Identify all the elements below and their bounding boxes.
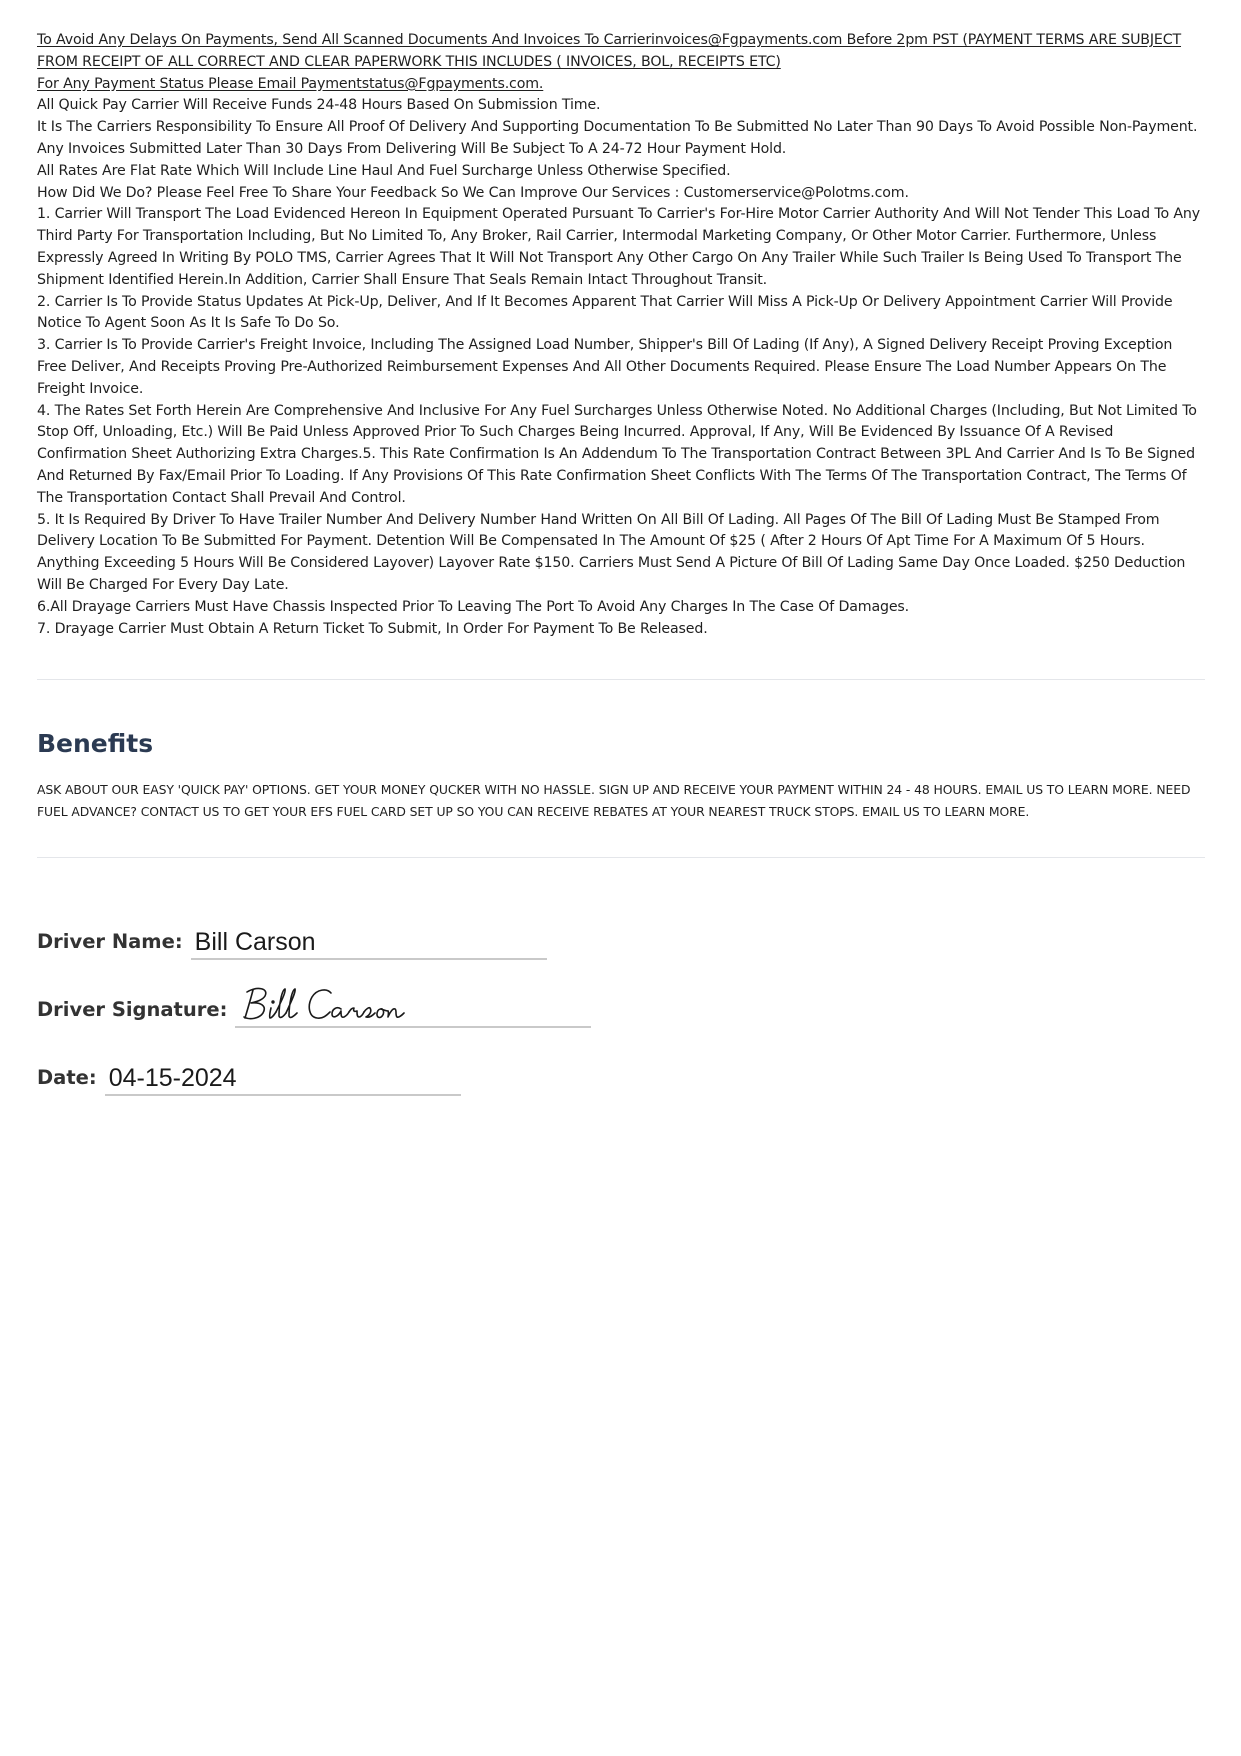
driver-signature-row (37, 986, 1205, 1022)
payment-status-text: For Any Payment Status Please Email Paymentstatus@Fgpayments.com. (37, 75, 544, 92)
date-field[interactable] (105, 1064, 461, 1096)
date-value: 04-15-2024 (108, 1064, 237, 1093)
date-row (37, 1054, 1205, 1093)
pod-responsibility-text: It Is The Carriers Responsibility To Ensure All Proof Of Delivery And Supporting Documentation To Be Submitted No Later Than 90 Days To Avoid Possible Non-Payment. (37, 119, 1198, 136)
section-divider (37, 679, 1205, 680)
late-invoice-text: Any Invoices Submitted Later Than 30 Days From Delivering Will Be Subject To A 24-72 Hour Payment Hold. (37, 140, 787, 157)
driver-name-label: Driver Name: (37, 930, 183, 954)
quick-pay-text: All Quick Pay Carrier Will Receive Funds 24-48 Hours Based On Submission Time. (37, 97, 601, 114)
document-page (37, 30, 1205, 1093)
driver-signature-field[interactable] (235, 996, 591, 1028)
term-6: 6.All Drayage Carriers Must Have Chassis Inspected Prior To Leaving The Port To Avoid Any Charges In The Case Of Damages. (37, 598, 910, 615)
term-7: 7. Drayage Carrier Must Obtain A Return Ticket To Submit, In Order For Payment To Be Released. (37, 620, 708, 637)
term-5: 5. It Is Required By Driver To Have Trailer Number And Delivery Number Hand Written On All Bill Of Lading. All Pages Of The Bill Of Lading Must Be Stamped From Delivery Location To Be Submitted For Payment. Detention Will Be Compensated In The Amount Of $25 ( After 2 Hours Of Apt Time For A Maximum Of 5 Hours. Anything Exceeding 5 Hours Will Be Considered Layover) Layover Rate $150. Carriers Must Send A Picture Of Bill Of Lading Same Day Once Loaded. $250 Deduction Will Be Charged For Every Day Late. (37, 511, 1186, 593)
terms-section (37, 30, 1205, 640)
feedback-text: How Did We Do? Please Feel Free To Share Your Feedback So We Can Improve Our Services : Customerservice@Polotms.com. (37, 184, 909, 201)
driver-name-row (37, 918, 1205, 957)
payment-instructions-text: To Avoid Any Delays On Payments, Send All Scanned Documents And Invoices To Carrierinvoices@Fgpayments.com Before 2pm PST (PAYMENT TERMS ARE SUBJECT FROM RECEIPT OF ALL CORRECT AND CLEAR PAPERWORK THIS INCLUDES ( INVOICES, BOL, RECEIPTS ETC) (37, 32, 1182, 70)
benefits-heading: Benefits (37, 729, 154, 759)
driver-name-value: Bill Carson (194, 928, 316, 957)
driver-signature-label: Driver Signature: (37, 998, 228, 1022)
flat-rate-text: All Rates Are Flat Rate Which Will Include Line Haul And Fuel Surcharge Unless Otherwise Specified. (37, 162, 731, 179)
date-label: Date: (37, 1066, 97, 1090)
term-1: 1. Carrier Will Transport The Load Evidenced Hereon In Equipment Operated Pursuant To Carrier's For-Hire Motor Carrier Authority And Will Not Tender This Load To Any Third Party For Transportation Including, But No Limited To, Any Broker, Rail Carrier, Intermodal Marketing Company, Or Other Motor Carrier. Furthermore, Unless Expressly Agreed In Writing By POLO TMS, Carrier Agrees That It Will Not Transport Any Other Cargo On Any Trailer While Such Trailer Is Being Used To Transport The Shipment Identified Herein.In Addition, Carrier Shall Ensure That Seals Remain Intact Throughout Transit. (37, 206, 1201, 288)
driver-name-field[interactable] (191, 928, 547, 960)
term-3: 3. Carrier Is To Provide Carrier's Freight Invoice, Including The Assigned Load Number, Shipper's Bill Of Lading (If Any), A Signed Delivery Receipt Proving Exception Free Deliver, And Receipts Proving Pre-Authorized Reimbursement Expenses And All Other Documents Required. Please Ensure The Load Number Appears On The Freight Invoice. (37, 337, 1173, 397)
benefits-text: ASK ABOUT OUR EASY 'QUICK PAY' OPTIONS. GET YOUR MONEY QUCKER WITH NO HASSLE. SIGN UP AND RECEIVE YOUR PAYMENT WITHIN 24 - 48 HOURS. EMAIL US TO LEARN MORE. NEED FUEL ADVANCE? CONTACT US TO GET YOUR EFS FUEL CARD SET UP SO YOU CAN RECEIVE REBATES AT YOUR NEAREST TRUCK STOPS. EMAIL US TO LEARN MORE. (37, 782, 1191, 819)
section-divider (37, 857, 1205, 858)
term-2: 2. Carrier Is To Provide Status Updates At Pick-Up, Deliver, And If It Becomes Apparent That Carrier Will Miss A Pick-Up Or Delivery Appointment Carrier Will Provide Notice To Agent Soon As It Is Safe To Do So. (37, 293, 1173, 332)
handwritten-signature (239, 984, 429, 1024)
term-4: 4. The Rates Set Forth Herein Are Comprehensive And Inclusive For Any Fuel Surcharges Unless Otherwise Noted. No Additional Charges (Including, But Not Limited To Stop Off, Unloading, Etc.) Will Be Paid Unless Approved Prior To Such Charges Being Incurred. Approval, If Any, Will Be Evidenced By Issuance Of A Revised Confirmation Sheet Authorizing Extra Charges.5. This Rate Confirmation Is An Addendum To The Transportation Contract Between 3PL And Carrier And Is To Be Signed And Returned By Fax/Email Prior To Loading. If Any Provisions Of This Rate Confirmation Sheet Conflicts With The Terms Of The Transportation Contract, The Terms Of The Transportation Contact Shall Prevail And Control. (37, 402, 1197, 506)
